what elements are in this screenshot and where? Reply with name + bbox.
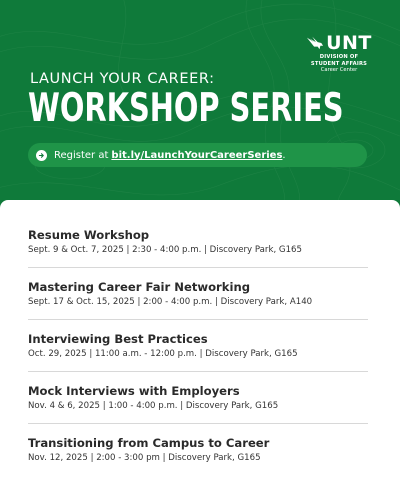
- logo-division: DIVISION OF: [319, 54, 359, 60]
- workshop-title: Mock Interviews with Employers: [28, 384, 240, 398]
- workshop-title: Mastering Career Fair Networking: [28, 280, 251, 294]
- workshop-title: Interviewing Best Practices: [28, 332, 208, 346]
- register-banner[interactable]: [28, 143, 367, 167]
- register-link[interactable]: bit.ly/LaunchYourCareerSeries: [111, 149, 283, 161]
- workshop-title: Resume Workshop: [28, 228, 150, 242]
- workshop-list: [0, 200, 400, 500]
- logo-text: UNT: [326, 32, 372, 54]
- list-item: [28, 436, 368, 464]
- logo-student-affairs: STUDENT AFFAIRS: [310, 60, 368, 67]
- divider: [28, 423, 368, 424]
- header-banner: [0, 0, 400, 210]
- divider: [28, 267, 368, 268]
- list-item: [28, 228, 368, 256]
- list-item: [28, 332, 368, 360]
- register-suffix: .: [282, 149, 286, 161]
- register-prefix: Register at: [54, 149, 109, 161]
- page-title: WORKSHOP SERIES: [28, 86, 344, 131]
- workshop-title: Transitioning from Campus to Career: [28, 436, 270, 450]
- workshop-details: Nov. 12, 2025 | 2:00 - 3:00 pm | Discovery Park, G165: [28, 453, 261, 463]
- workshop-details: Sept. 9 & Oct. 7, 2025 | 2:30 - 4:00 p.m. | Discovery Park, G165: [28, 245, 302, 255]
- kicker-text: LAUNCH YOUR CAREER:: [30, 71, 215, 87]
- workshop-details: Sept. 17 & Oct. 15, 2025 | 2:00 - 4:00 p.m. | Discovery Park, A140: [28, 297, 313, 307]
- divider: [28, 319, 368, 320]
- workshop-details: Nov. 4 & 6, 2025 | 1:00 - 4:00 p.m. | Discovery Park, G165: [28, 401, 279, 411]
- unt-logo: [306, 32, 372, 84]
- arrow-right-icon: [36, 150, 47, 161]
- logo-career-center: Career Center: [320, 67, 358, 73]
- list-item: [28, 384, 368, 412]
- list-item: [28, 280, 368, 308]
- divider: [28, 371, 368, 372]
- eagle-icon: [306, 34, 324, 52]
- workshop-details: Oct. 29, 2025 | 11:00 a.m. - 12:00 p.m. | Discovery Park, G165: [28, 349, 298, 359]
